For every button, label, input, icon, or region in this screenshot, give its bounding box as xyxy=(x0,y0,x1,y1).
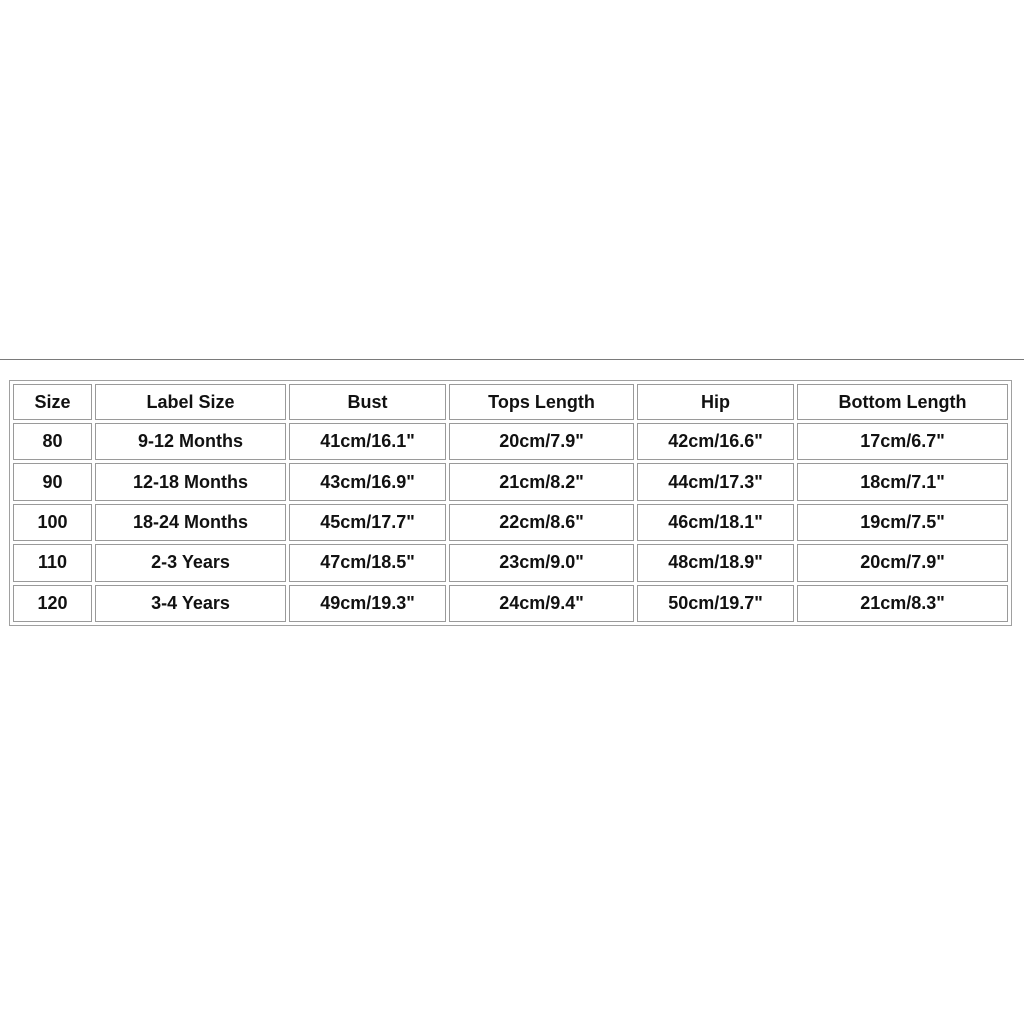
cell-bottom-length: 20cm/7.9" xyxy=(797,544,1008,581)
cell-label-size: 18-24 Months xyxy=(95,504,286,541)
cell-size: 90 xyxy=(13,463,92,500)
cell-hip: 46cm/18.1" xyxy=(637,504,794,541)
cell-bust: 45cm/17.7" xyxy=(289,504,446,541)
header-label-size: Label Size xyxy=(95,384,286,420)
horizontal-divider xyxy=(0,359,1024,360)
cell-bust: 43cm/16.9" xyxy=(289,463,446,500)
header-bust: Bust xyxy=(289,384,446,420)
cell-hip: 44cm/17.3" xyxy=(637,463,794,500)
cell-label-size: 12-18 Months xyxy=(95,463,286,500)
cell-tops-length: 24cm/9.4" xyxy=(449,585,634,622)
cell-label-size: 3-4 Years xyxy=(95,585,286,622)
table-row xyxy=(13,423,1008,460)
cell-label-size: 9-12 Months xyxy=(95,423,286,460)
cell-bottom-length: 17cm/6.7" xyxy=(797,423,1008,460)
table-header-row xyxy=(13,384,1008,420)
cell-bust: 41cm/16.1" xyxy=(289,423,446,460)
header-hip: Hip xyxy=(637,384,794,420)
cell-size: 80 xyxy=(13,423,92,460)
table-row xyxy=(13,544,1008,581)
cell-size: 110 xyxy=(13,544,92,581)
table-row xyxy=(13,504,1008,541)
cell-label-size: 2-3 Years xyxy=(95,544,286,581)
cell-size: 120 xyxy=(13,585,92,622)
header-bottom-length: Bottom Length xyxy=(797,384,1008,420)
cell-bottom-length: 18cm/7.1" xyxy=(797,463,1008,500)
cell-bust: 49cm/19.3" xyxy=(289,585,446,622)
cell-size: 100 xyxy=(13,504,92,541)
cell-tops-length: 23cm/9.0" xyxy=(449,544,634,581)
size-chart-table xyxy=(9,380,1012,626)
header-tops-length: Tops Length xyxy=(449,384,634,420)
cell-hip: 48cm/18.9" xyxy=(637,544,794,581)
cell-hip: 50cm/19.7" xyxy=(637,585,794,622)
header-size: Size xyxy=(13,384,92,420)
table-row xyxy=(13,585,1008,622)
table-row xyxy=(13,463,1008,500)
cell-hip: 42cm/16.6" xyxy=(637,423,794,460)
cell-bust: 47cm/18.5" xyxy=(289,544,446,581)
cell-tops-length: 20cm/7.9" xyxy=(449,423,634,460)
cell-tops-length: 21cm/8.2" xyxy=(449,463,634,500)
cell-bottom-length: 19cm/7.5" xyxy=(797,504,1008,541)
cell-bottom-length: 21cm/8.3" xyxy=(797,585,1008,622)
cell-tops-length: 22cm/8.6" xyxy=(449,504,634,541)
